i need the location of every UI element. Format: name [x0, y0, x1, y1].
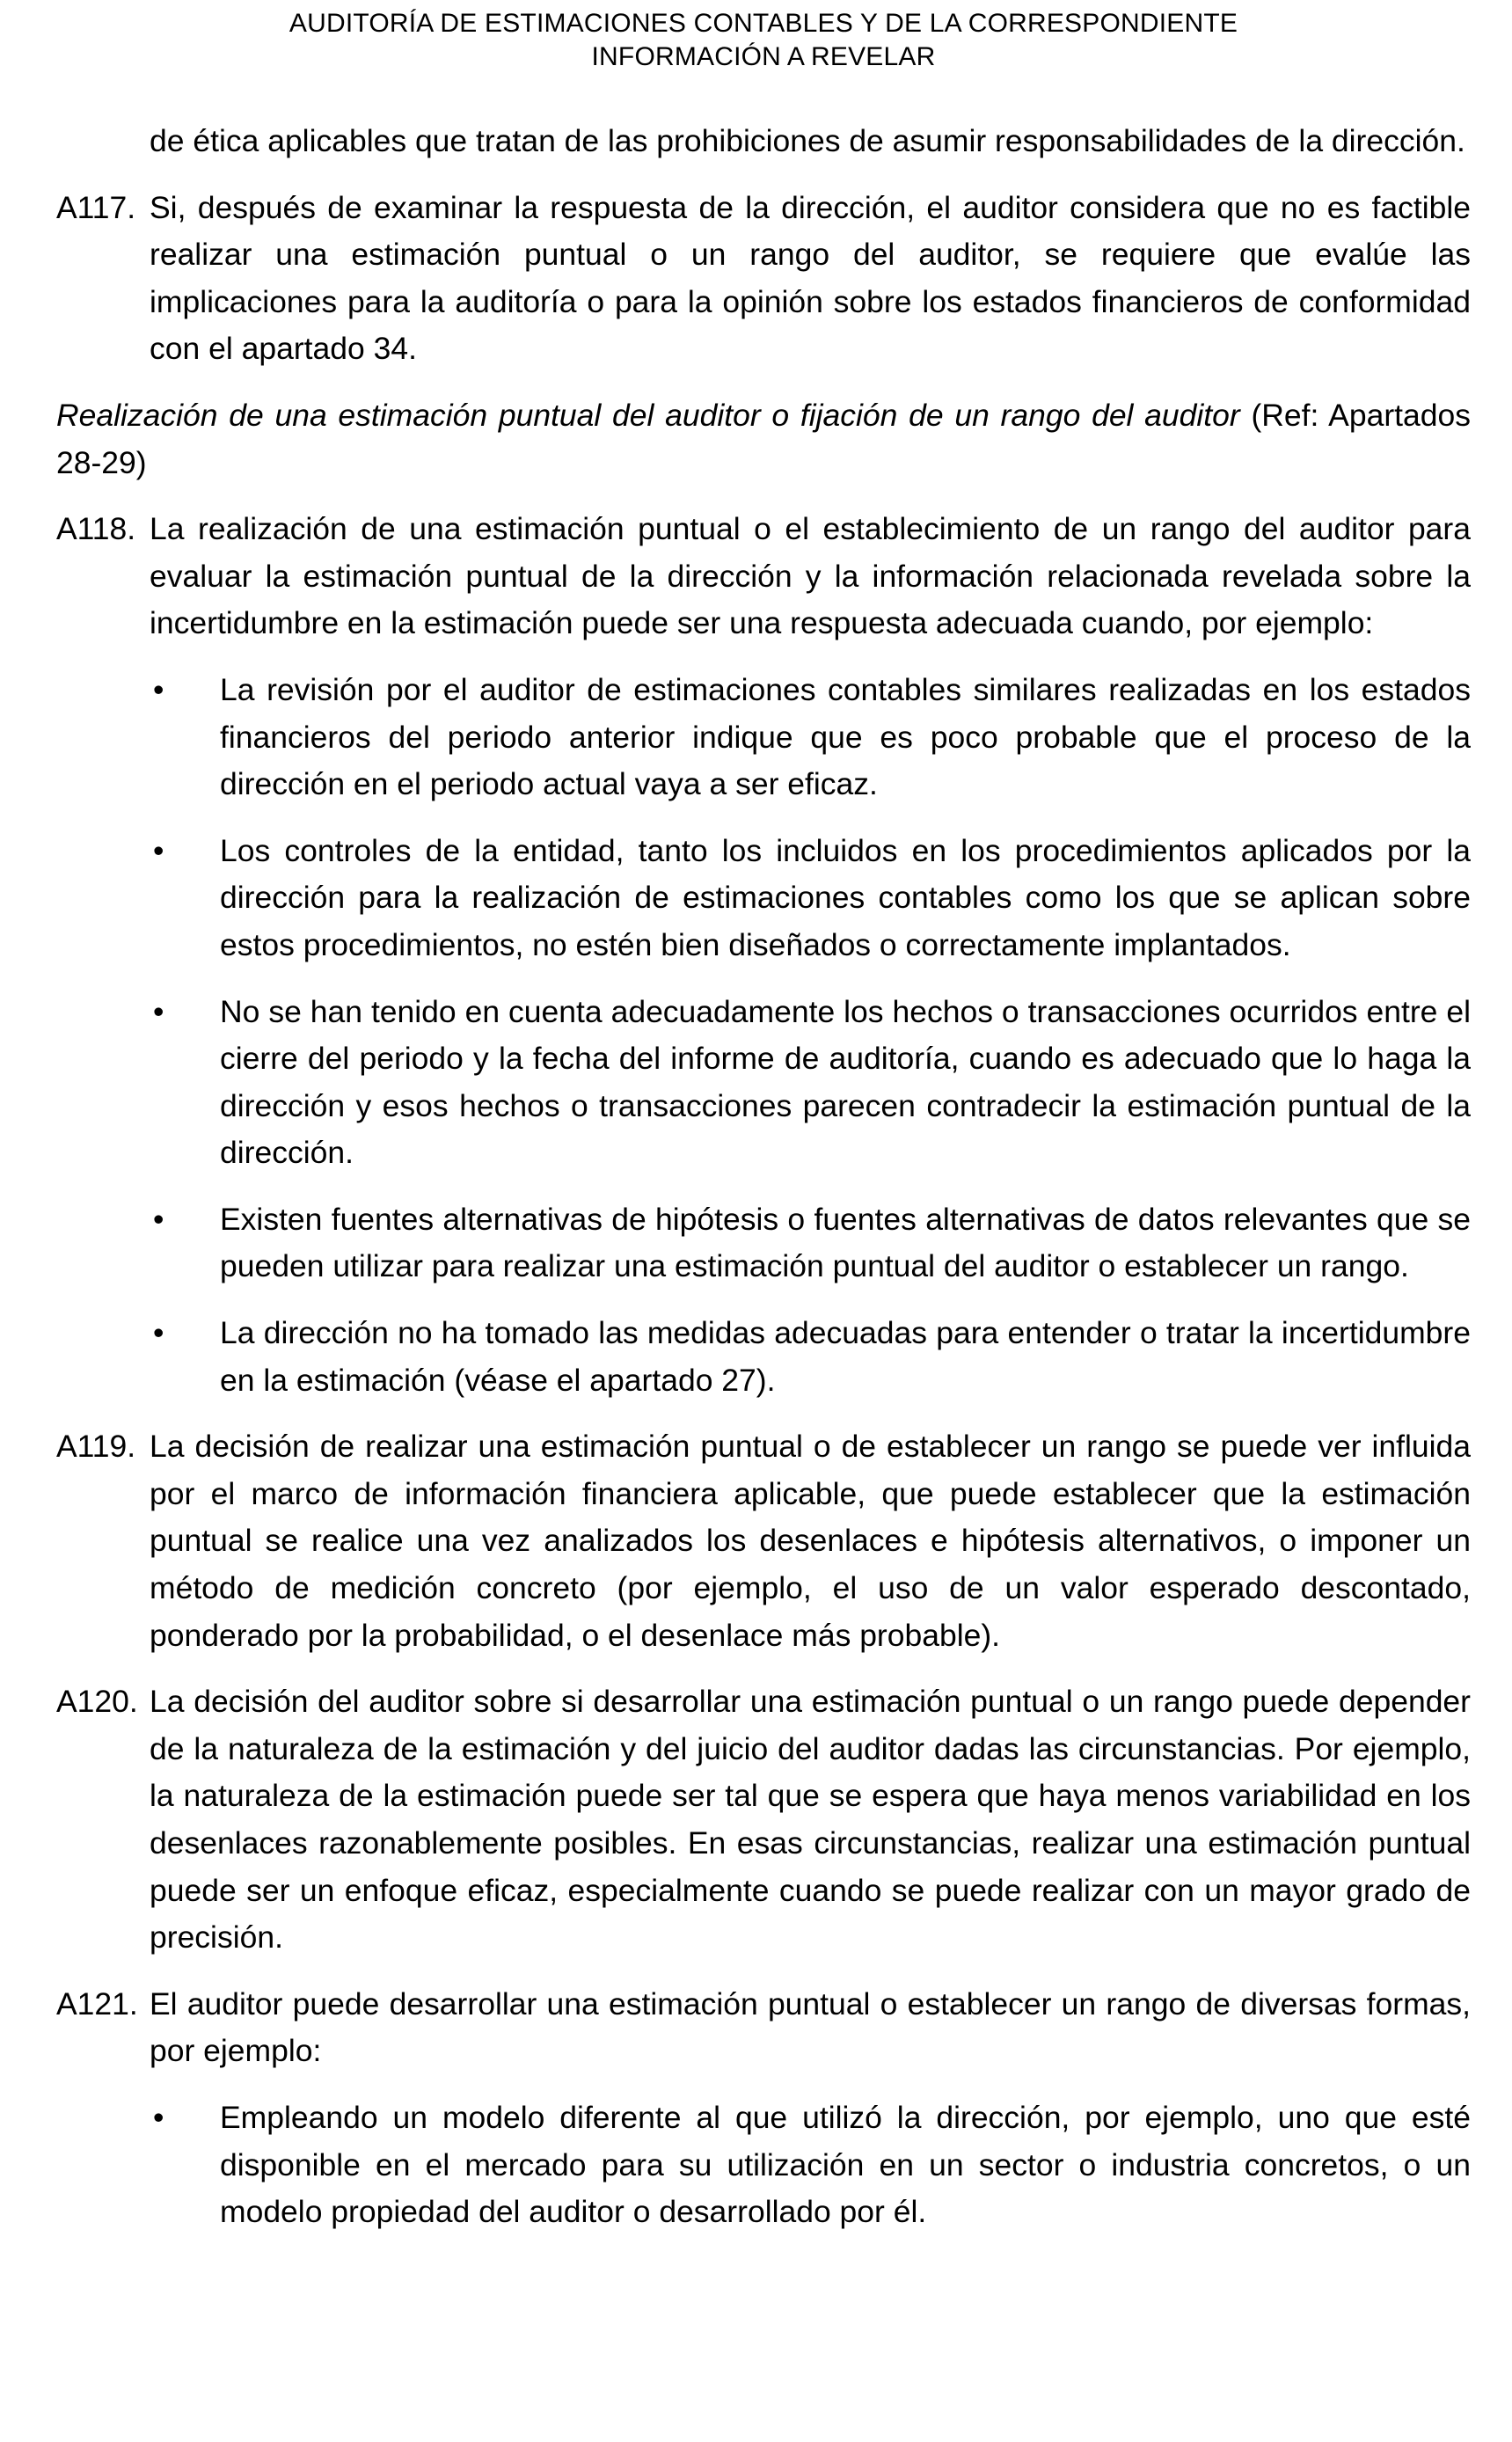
- bullet-list-a121: [56, 2095, 1471, 2236]
- continuation-text: de ética aplicables que tratan de las prohibiciones de asumir responsabilidades de la dirección.: [150, 123, 1465, 158]
- list-item-text: La dirección no ha tomado las medidas adecuadas para entender o tratar la incertidumbre en la estimación (véase el apartado 27).: [220, 1315, 1471, 1398]
- list-item-text: Los controles de la entidad, tanto los incluidos en los procedimientos aplicados por la dirección para la realización de estimaciones contables como los que se aplican sobre estos procedimientos, no estén bien diseñados o correctamente implantados.: [220, 832, 1471, 962]
- header-line-2: INFORMACIÓN A REVELAR: [591, 42, 936, 71]
- continuation-paragraph: [56, 118, 1471, 165]
- document-body: [56, 118, 1471, 2236]
- list-item: [56, 828, 1471, 969]
- paragraph-a121: [56, 1981, 1471, 2075]
- paragraph-number: A117.: [56, 189, 136, 225]
- list-item: [56, 989, 1471, 1177]
- bullet-marker: •: [153, 671, 164, 707]
- subheading-reference: (Ref: Apartados 28-29): [56, 397, 1471, 480]
- subheading-title: Realización de una estimación puntual del auditor o fijación de un rango del auditor: [56, 397, 1240, 433]
- paragraph-a118: [56, 506, 1471, 647]
- list-item: [56, 667, 1471, 808]
- paragraph-a117: [56, 185, 1471, 373]
- list-item: [56, 1310, 1471, 1404]
- paragraph-a120: [56, 1678, 1471, 1962]
- paragraph-text: La realización de una estimación puntual o el establecimiento de un rango del auditor para evaluar la estimación puntual de la dirección y la información relacionada revelada sobre la incertidumbre en la estimación puede ser una respuesta adecuada cuando, por ejemplo:: [150, 511, 1471, 641]
- paragraph-number: A120.: [56, 1684, 138, 1720]
- list-item-text: La revisión por el auditor de estimaciones contables similares realizadas en los estados financieros del periodo anterior indique que es poco probable que el proceso de la dirección en el periodo actual vaya a ser eficaz.: [220, 671, 1471, 802]
- list-item: [56, 2095, 1471, 2236]
- list-item: [56, 1196, 1471, 1290]
- bullet-list-a118: [56, 667, 1471, 1404]
- paragraph-text: La decisión de realizar una estimación puntual o de establecer un rango se puede ver influida por el marco de información financiera aplicable, que puede establecer que la estimación puntual se realice una vez analizados los desenlaces e hipótesis alternativos, o imponer un método de medición concreto (por ejemplo, el uso de un valor esperado descontado, ponderado por la probabilidad, o el desenlace más probable).: [150, 1429, 1471, 1653]
- paragraph-text: La decisión del auditor sobre si desarrollar una estimación puntual o un rango puede depender de la naturaleza de la estimación y del juicio del auditor dadas las circunstancias. Por ejemplo, la naturaleza de la estimación puede ser tal que se espera que haya menos variabilidad en los desenlaces razonablemente posibles. En esas circunstancias, realizar una estimación puntual puede ser un enfoque eficaz, especialmente cuando se puede realizar con un mayor grado de precisión.: [150, 1684, 1471, 1956]
- bullet-marker: •: [153, 832, 164, 868]
- bullet-marker: •: [153, 993, 164, 1029]
- list-item-text: Existen fuentes alternativas de hipótesis o fuentes alternativas de datos relevantes que se pueden utilizar para realizar una estimación puntual del auditor o establecer un rango.: [220, 1201, 1471, 1284]
- document-page: [56, 0, 1471, 2256]
- paragraph-number: A118.: [56, 511, 136, 547]
- bullet-marker: •: [153, 1201, 164, 1237]
- paragraph-text: El auditor puede desarrollar una estimación puntual o establecer un rango de diversas formas, por ejemplo:: [150, 1985, 1471, 2069]
- paragraph-number: A121.: [56, 1985, 138, 2022]
- paragraph-text: Si, después de examinar la respuesta de la dirección, el auditor considera que no es factible realizar una estimación puntual o un rango del auditor, se requiere que evalúe las implicaciones para la auditoría o para la opinión sobre los estados financieros de conformidad con el apartado 34.: [150, 189, 1471, 367]
- header-line-1: AUDITORÍA DE ESTIMACIONES CONTABLES Y DE LA CORRESPONDIENTE: [289, 9, 1238, 38]
- list-item-text: No se han tenido en cuenta adecuadamente los hechos o transacciones ocurridos entre el cierre del periodo y la fecha del informe de auditoría, cuando es adecuado que lo haga la dirección y esos hechos o transacciones parecen contradecir la estimación puntual de la dirección.: [220, 993, 1471, 1171]
- paragraph-number: A119.: [56, 1429, 136, 1465]
- bullet-marker: •: [153, 2099, 164, 2135]
- paragraph-a119: [56, 1423, 1471, 1659]
- bullet-marker: •: [153, 1315, 164, 1351]
- list-item-text: Empleando un modelo diferente al que utilizó la dirección, por ejemplo, uno que esté disponible en el mercado para su utilización en un sector o industria concretos, o un modelo propiedad del auditor o desarrollado por él.: [220, 2099, 1471, 2230]
- running-header: [56, 0, 1471, 74]
- section-subheading: [56, 392, 1471, 486]
